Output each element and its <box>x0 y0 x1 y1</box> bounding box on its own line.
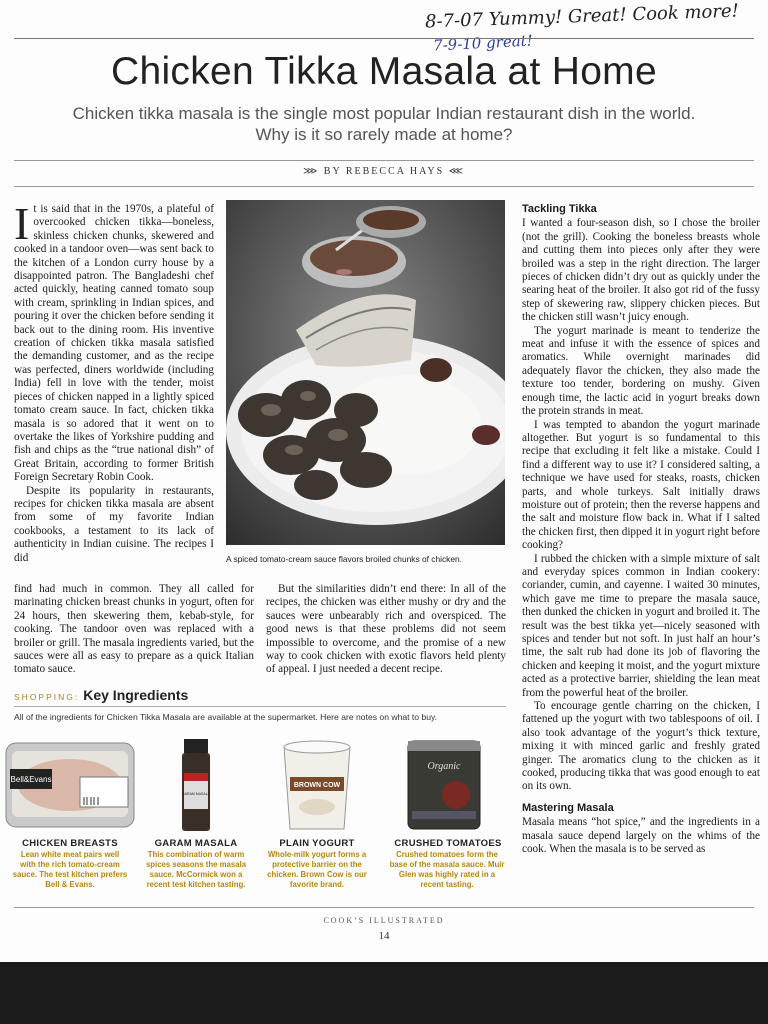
handwritten-note-2: 7-9-10 great! <box>432 31 534 55</box>
column-1-continued <box>14 583 254 677</box>
photo-caption: A spiced tomato-cream sauce flavors broiled chunks of chicken. <box>226 554 463 564</box>
article-title: Chicken Tikka Masala at Home <box>111 50 657 93</box>
product-desc-yogurt: Whole-milk yogurt forms a protective barrier on the chicken. Brown Cow is our favorite brand. <box>267 850 367 889</box>
product-desc-chicken: Lean white meat pairs well with the rich tomato-cream sauce. The test kitchen prefers Bell & Evans. <box>12 850 128 889</box>
yogurt-tub-label: BROWN COW <box>293 782 341 789</box>
section-heading-tackling-tikka: Tackling Tikka <box>522 203 597 215</box>
column-1 <box>14 198 214 565</box>
magazine-name: COOK’S ILLUSTRATED <box>323 916 445 925</box>
deck-line-2: Why is it so rarely made at home? <box>255 125 513 144</box>
paragraph: But the similarities didn’t end there: In all of the recipes, the chicken was either mushy or dry and the sauces were unbearably rich and overspiced. The good news is that these problems did not seem impossible to overcome, and the promise of a new way to cook chicken with exotic flavors held plenty of appeal. I just needed a decent recipe. <box>266 583 506 676</box>
paragraph: Masala means “hot spice,” and the ingredients in a masala sauce depend largely on the whims of the cook. When the masala is to be served as <box>522 816 760 856</box>
shopping-heading: Key Ingredients <box>83 687 189 703</box>
product-name-garam-masala: GARAM MASALA <box>154 838 238 849</box>
paragraph: I wanted a four-season dish, so I chose the broiler (not the grill). Cooking the boneless breasts whole and cutting them into pieces only after they were broiled was a step in the right direction. The larger pieces of chicken didn’t dry out as quickly under the searing heat of the broiler. It also got rid of the fussy step of skewering raw, slippery chicken pieces. But the chicken still wasn’t juicy enough. <box>522 217 760 324</box>
column-2 <box>266 583 506 677</box>
product-name-chicken: CHICKEN BREASTS <box>22 838 118 849</box>
column-3 <box>522 203 760 857</box>
product-name-yogurt: PLAIN YOGURT <box>279 838 355 849</box>
tomato-can-label: Organic <box>427 761 461 772</box>
plate-illustration <box>226 200 505 545</box>
paragraph: The yogurt marinade is meant to tenderize the meat and infuse it with the essence of spices and aromatics. While overnight marinades did adequately flavor the chicken, they also made the texture too tender, bordering on mushy. Given enough time, the lactic acid in yogurt breaks down the protein strands in meat. <box>522 324 760 418</box>
paragraph: To encourage gentle charring on the chicken, I fattened up the yogurt with two tablespoons of oil. I also took advantage of the yogurt’s thick texture, mixing it with minced garlic and freshly grated ginger. The aromatics clung to the chicken as it cooked, producing tikka that was good enough to eat on its own. <box>522 700 760 793</box>
chicken-pack-label: Bell&Evans <box>10 775 52 784</box>
paragraph-intro <box>14 198 214 485</box>
section-heading-mastering-masala: Mastering Masala <box>522 801 614 814</box>
paragraph: find had much in common. They all called for marinating chicken breast chunks in yogurt, often for 24 hours, then skewering them, kebab-style, for cooking. The tandoor oven was replaced with a broiler or grill. The masala ingredients varied, but the sauces were all as easy to prepare as a quick Italian tomato sauce. <box>14 583 254 676</box>
shopping-rule <box>14 706 506 707</box>
article-deck <box>30 103 738 145</box>
deck-line-1: Chicken tikka masala is the single most popular Indian restaurant dish in the world. <box>72 104 696 123</box>
shopping-header <box>14 687 188 705</box>
dish-photo <box>226 200 505 545</box>
crushed-tomatoes-can-image <box>404 737 484 833</box>
drop-cap: I <box>14 198 30 249</box>
yogurt-tub-image <box>280 737 354 833</box>
product-desc-tomatoes: Crushed tomatoes form the base of the masala sauce. Muir Glen was highly rated in a recent tasting. <box>389 850 505 889</box>
paragraph: Despite its popularity in restaurants, recipes for chicken tikka masala are absent from some of my favorite Indian cookbooks, a testament to its lack of authenticity in Indian cuisine. The recipes I did <box>14 484 214 564</box>
chicken-package-image <box>4 737 136 833</box>
scan-bottom-border <box>0 962 768 1024</box>
byline <box>0 166 768 177</box>
product-desc-garam-masala: This combination of warm spices seasons the masala sauce. McCormick won a recent test kitchen tasting. <box>145 850 247 889</box>
shopping-kicker: SHOPPING: <box>14 692 80 702</box>
paragraph: I rubbed the chicken with a simple mixture of salt and everyday spices common in Indian cookery: coriander, cumin, and cayenne. I waited 30 minutes, which gave me time to prepare the masala sauce, then dunked the chicken in yogurt and broiled it. The result was the best tikka yet—nicely seasoned with spices and tender but not soft. In just half an hour’s time, the salt rub had done its job of flavoring the chicken and keeping it moist, and the yogurt mixture acted as a protective barrier, shielding the lean meat from the powerful heat of the broiler. <box>522 552 760 699</box>
byline-ornament-left: ⋙ <box>303 166 324 177</box>
page-number: 14 <box>378 930 390 942</box>
garam-masala-jar-label: GARAM MASALA <box>181 792 211 796</box>
byline-ornament-right: ⋘ <box>444 166 465 177</box>
top-rule <box>14 38 754 39</box>
footer-rule <box>14 907 754 908</box>
shopping-intro: All of the ingredients for Chicken Tikka Masala are available at the supermarket. Here are notes on what to buy. <box>14 712 438 722</box>
paragraph-intro-text: t is said that in the 1970s, a plateful of overcooked chicken tikka—boneless, skinless chicken chunks, skewered and cooked in a tandoor oven—was sent back to the kitchen of a London curry house by a disappointed patron. The Bangladeshi chef acted quickly, heating canned tomato soup with cream, sprinkling in Indian spices, and pouring it over the chicken before sending it back out to the dining room. His inventive creation of chicken tikka masala satisfied the demanding customer, and as the recipe was perfected, diners worldwide (including India) fell in love with the tender, moist pieces of chicken napped in a lightly spiced tomato cream sauce. In fact, chicken tikka masala is so adored that it went on to overtake the likes of Yorkshire pudding and fish and chips as the “true national dish” of Great Britain, according to former British Foreign Secretary Robin Cook. <box>14 203 214 484</box>
garam-masala-jar-image <box>176 737 216 833</box>
product-name-tomatoes: CRUSHED TOMATOES <box>394 838 502 849</box>
byline-text: BY REBECCA HAYS <box>323 166 445 177</box>
byline-rule-bottom <box>14 186 754 187</box>
handwritten-note-1: 8-7-07 Yummy! Great! Cook more! <box>424 0 740 33</box>
paragraph: I was tempted to abandon the yogurt marinade altogether. But yogurt is so fundamental to this recipe that excluding it felt like a mistake. Could I find a different way to use it? I considered salting, a technique we have used for steaks, roasts, chicken parts, and whole turkeys. Salt initially draws moisture out of protein; then the reverse happens and the salt and moisture flow back in. What if I salted the chicken first, then dipped it in yogurt right before cooking? <box>522 418 760 552</box>
byline-rule-top <box>14 160 754 161</box>
